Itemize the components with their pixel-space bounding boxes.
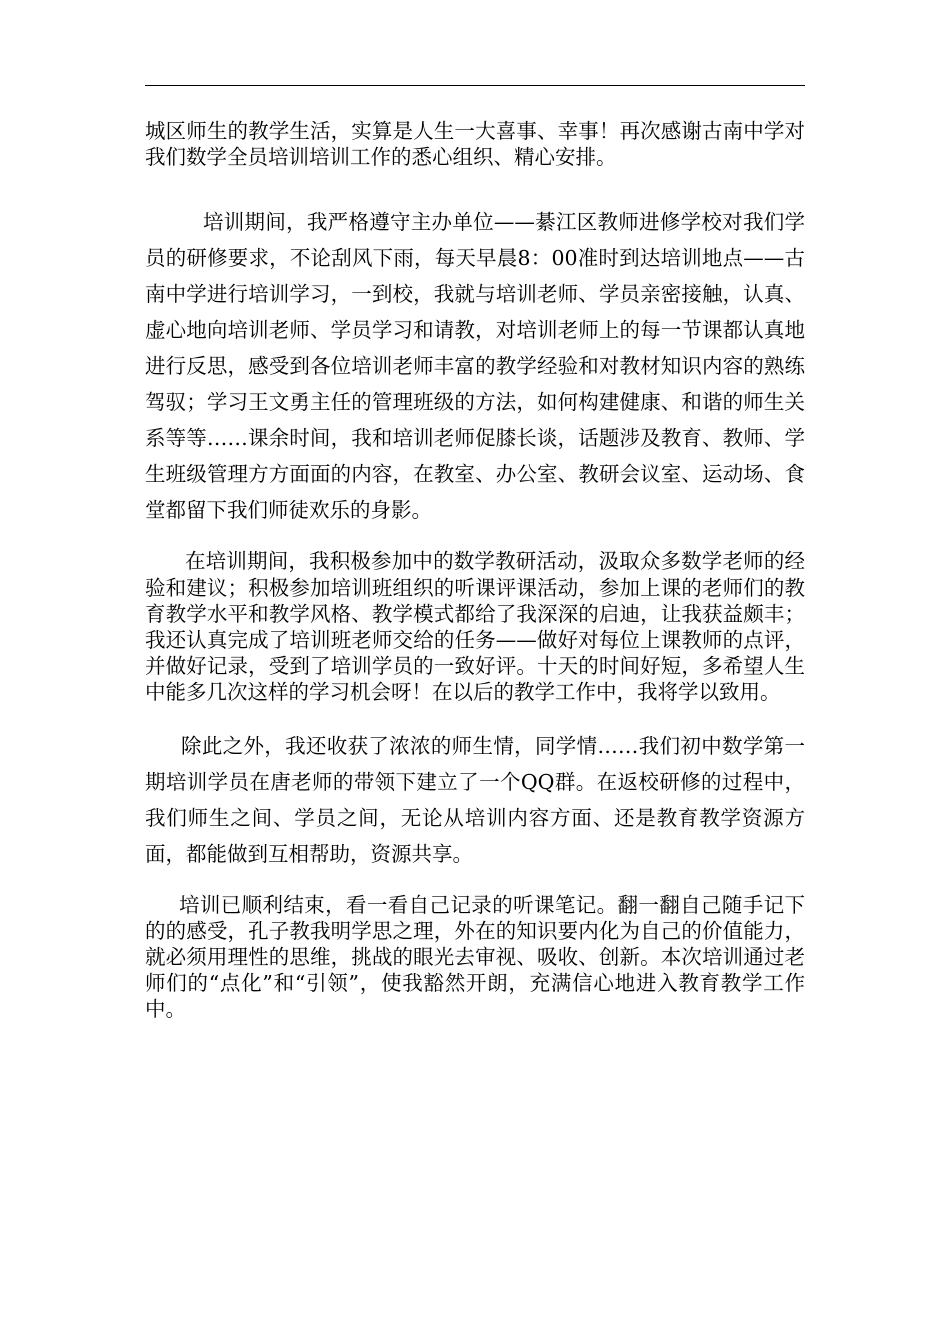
- header-rule: [145, 85, 805, 86]
- document-body: [145, 118, 805, 1023]
- paragraph-5: 培训已顺利结束，看一看自己记录的听课笔记。翻一翻自己随手记下的的感受，孔子教我明学思之理，外在的知识要内化为自己的价值能力，就必须用理性的思维，挑战的眼光去审视、吸收、创新。本次培训通过老师们的“点化”和“引领”，使我豁然开朗，充满信心地进入教育教学工作中。: [145, 892, 805, 1022]
- paragraph-1: 城区师生的教学生活，实算是人生一大喜事、幸事！再次感谢古南中学对我们数学全员培训培训工作的悉心组织、精心安排。: [145, 119, 805, 170]
- paragraph-4: 除此之外，我还收获了浓浓的师生情，同学情……我们初中数学第一期培训学员在唐老师的带领下建立了一个QQ群。在返校研修的过程中，我们师生之间、学员之间，无论从培训内容方面、还是教育教学资源方面，都能做到互相帮助，资源共享。: [145, 733, 805, 866]
- paragraph-2: 培训期间，我严格遵守主办单位——綦江区教师进修学校对我们学员的研修要求，不论刮风下雨，每天早晨8：00准时到达培训地点——古南中学进行培训学习，一到校，我就与培训老师、学员亲密接触，认真、虚心地向培训老师、学员学习和请教，对培训老师上的每一节课都认真地进行反思，感受到各位培训老师丰富的教学经验和对教材知识内容的熟练驾驭；学习王文勇主任的管理班级的方法，如何构建健康、和谐的师生关系等等……课余时间，我和培训老师促膝长谈，话题涉及教育、教师、学生班级管理方方面面的内容，在教室、办公室、教研会议室、运动场、食堂都留下我们师徒欢乐的身影。: [145, 210, 805, 523]
- paragraph-3: 在培训期间，我积极参加中的数学教研活动，汲取众多数学老师的经验和建议；积极参加培训班组织的听课评课活动，参加上课的老师们的教育教学水平和教学风格、教学模式都给了我深深的启迪，让我获益颇丰；我还认真完成了培训班老师交给的任务——做好对每位上课教师的点评，并做好记录，受到了培训学员的一致好评。十天的时间好短，多希望人生中能多几次这样的学习机会呀！在以后的教学工作中，我将学以致用。: [145, 549, 805, 705]
- paragraph-2-intro: [145, 204, 805, 528]
